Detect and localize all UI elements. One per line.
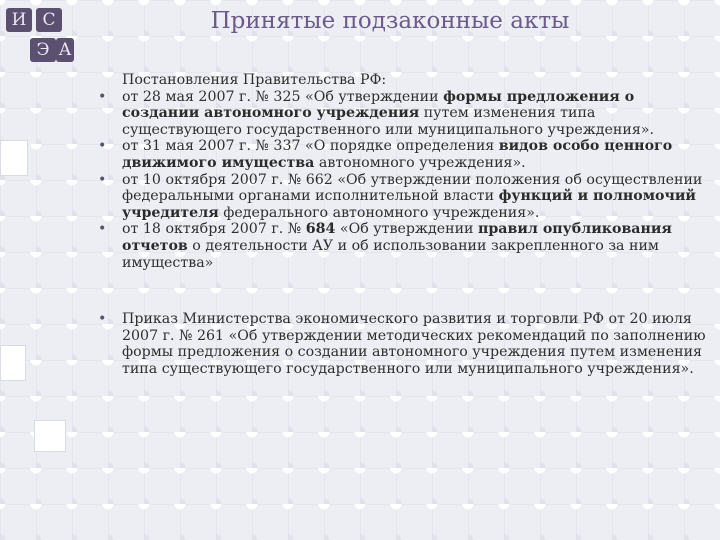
logo-letter: С	[36, 8, 62, 32]
puzzle-piece	[0, 140, 28, 176]
slide-title: Принятые подзаконные акты	[210, 8, 570, 34]
order-list	[96, 311, 708, 377]
puzzle-piece	[0, 345, 26, 381]
logo	[4, 4, 74, 64]
logo-letter: Э	[30, 38, 56, 62]
section-heading: Постановления Правительства РФ:	[122, 72, 387, 88]
logo-letter: И	[6, 8, 32, 32]
list-item: • от 28 мая 2007 г. № 325 «Об утверждении формы предложения о создании автономного учреждения путем изменения типа существующего государственного или муниципального учреждения».	[96, 89, 708, 139]
list-item: • от 10 октября 2007 г. № 662 «Об утверждении положения об осуществлении федеральными органами исполнительной власти функций и полномочий учредителя федерального автономного учреждения».	[96, 172, 708, 222]
list-item: • от 18 октября 2007 г. № 684 «Об утверждении правил опубликования отчетов о деятельности АУ и об использовании закрепленного за ним имущества»	[96, 221, 708, 271]
slide-content	[96, 72, 708, 378]
logo-letter: А	[56, 38, 74, 62]
decree-list	[96, 89, 708, 272]
list-item: • Приказ Министерства экономического развития и торговли РФ от 20 июля 2007 г. № 261 «Об утверждении методических рекомендаций по заполнению формы предложения о создании автономного учреждения путем изменения типа существующего государственного или муниципального учреждения».	[96, 311, 708, 377]
spacer	[96, 271, 708, 311]
list-item: • от 31 мая 2007 г. № 337 «О порядке определения видов особо ценного движимого имущества автономного учреждения».	[96, 138, 708, 171]
puzzle-piece	[34, 420, 66, 452]
